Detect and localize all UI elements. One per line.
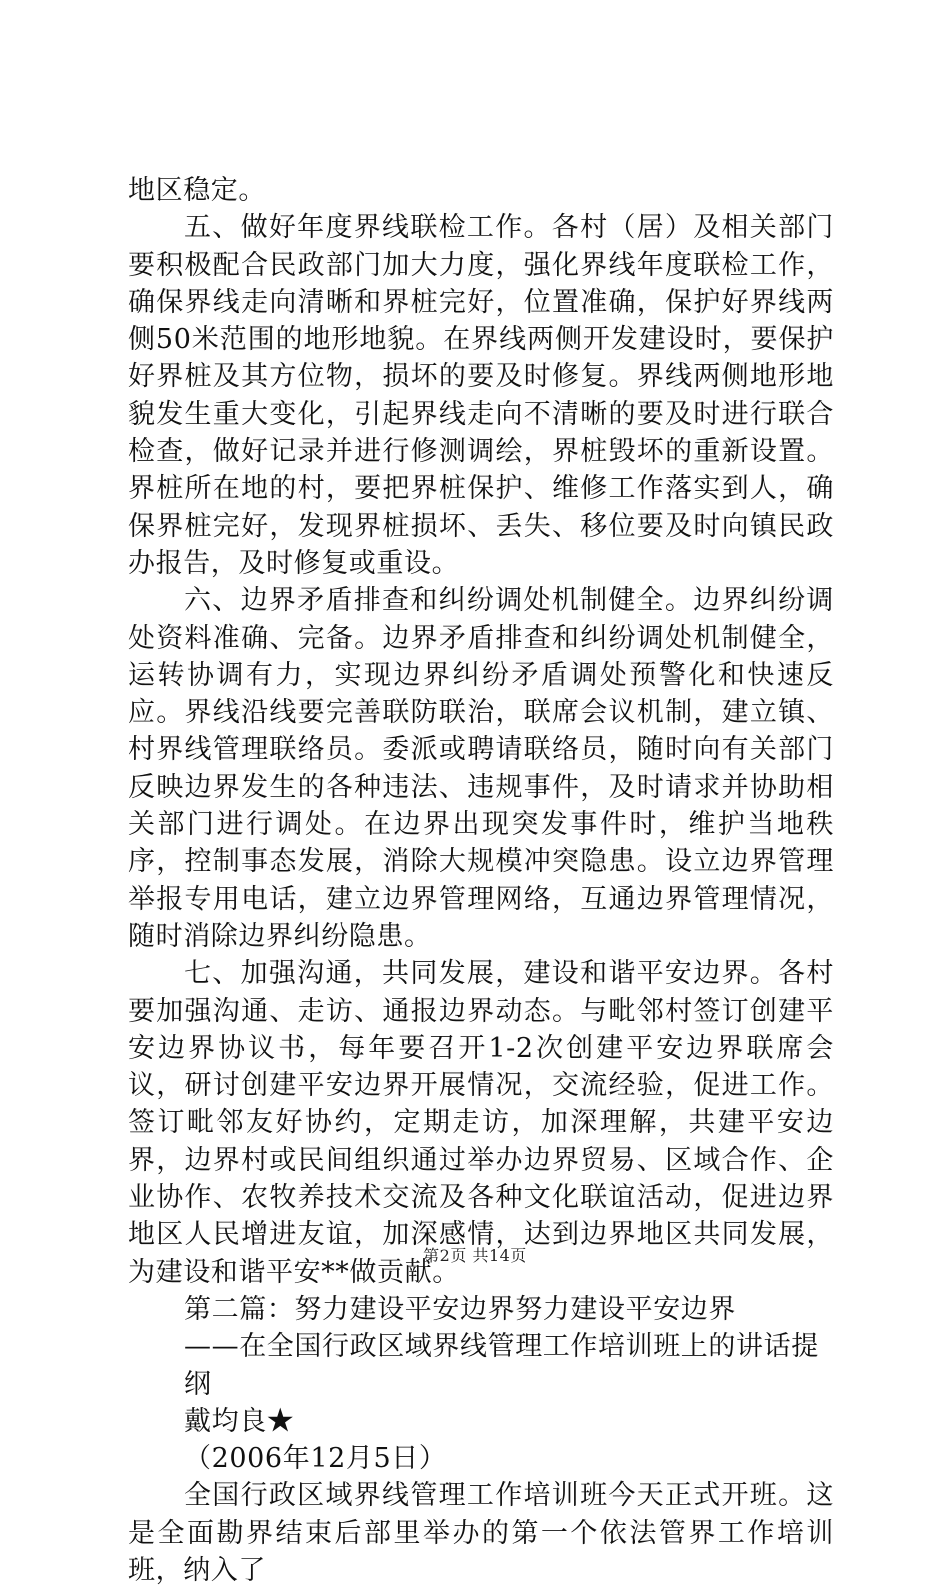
paragraph-section-seven: 七、加强沟通，共同发展，建设和谐平安边界。各村要加强沟通、走访、通报边界动态。与毗邻村签订创建平安边界协议书，每年要召开1-2次创建平安边界联席会议，研讨创建平安边界开展情况，交流经验，促进工作。签订毗邻友好协约，定期走访，加深理解，共建平安边界，边界村或民间组织通过举办边界贸易、区域合作、企业协作、农牧养技术交流及各种文化联谊活动，促进边界地区人民增进友谊，加深感情，达到边界地区共同发展，为建设和谐平安**做贡献。 [128, 958, 834, 1288]
paragraph-intro: 全国行政区域界线管理工作培训班今天正式开班。这是全面勘界结束后部里举办的第一个依法管界工作培训班，纳入了 [128, 1480, 834, 1586]
paragraph-continuation: 地区稳定。 [128, 175, 266, 206]
chapter-title: 第二篇：努力建设平安边界努力建设平安边界 [184, 1293, 736, 1325]
page-number-footer: 第2页 共14页 [423, 1246, 527, 1265]
author-name: 戴均良★ [184, 1405, 295, 1437]
document-body [128, 172, 834, 1589]
paragraph-section-six: 六、边界矛盾排查和纠纷调处机制健全。边界纠纷调处资料准确、完备。边界矛盾排查和纠纷调处机制健全，运转协调有力，实现边界纠纷矛盾调处预警化和快速反应。界线沿线要完善联防联治，联席会议机制，建立镇、村界线管理联络员。委派或聘请联络员，随时向有关部门反映边界发生的各种违法、违规事件，及时请求并协助相关部门进行调处。在边界出现突发事件时，维护当地秩序，控制事态发展，消除大规模冲突隐患。设立边界管理举报专用电话，建立边界管理网络，互通边界管理情况，随时消除边界纠纷隐患。 [128, 585, 834, 952]
chapter-subtitle: ——在全国行政区域界线管理工作培训班上的讲话提纲 [184, 1331, 819, 1400]
speech-date: （2006年12月5日） [184, 1443, 447, 1475]
paragraph-section-five: 五、做好年度界线联检工作。各村（居）及相关部门要积极配合民政部门加大力度，强化界线年度联检工作，确保界线走向清晰和界桩完好，位置准确，保护好界线两侧50米范围的地形地貌。在界线两侧开发建设时，要保护好界桩及其方位物，损坏的要及时修复。界线两侧地形地貌发生重大变化，引起界线走向不清晰的要及时进行联合检查，做好记录并进行修测调绘，界桩毁坏的重新设置。界桩所在地的村，要把界桩保护、维修工作落实到人，确保界桩完好，发现界桩损坏、丢失、移位要及时向镇民政办报告，及时修复或重设。 [128, 212, 834, 579]
